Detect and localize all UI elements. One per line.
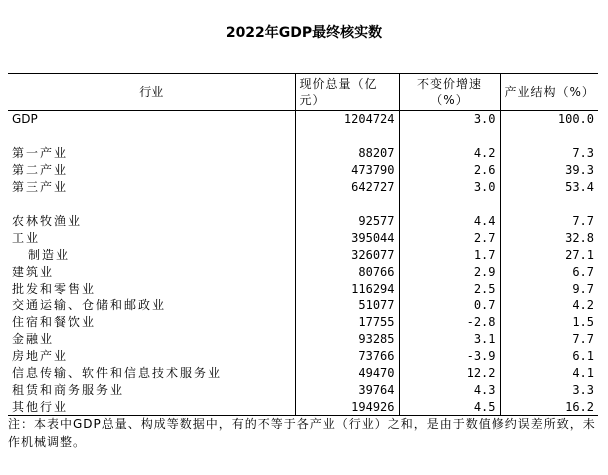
row-growth: 4.5: [399, 398, 500, 415]
row-value: 39764: [295, 381, 399, 398]
row-name: GDP: [12, 112, 38, 127]
table-row: [8, 229, 598, 246]
header-current-price: 现价总量（亿元）: [295, 74, 399, 111]
row-growth: 0.7: [399, 297, 500, 314]
row-value: 93285: [295, 331, 399, 348]
header-real-growth: 不变价增速（%）: [399, 74, 500, 111]
row-growth: 2.5: [399, 280, 500, 297]
table-row: [8, 213, 598, 230]
table-row: [8, 246, 598, 263]
row-share: 16.2: [500, 398, 598, 415]
table-row: [8, 398, 598, 415]
row-share: 7.3: [500, 145, 598, 162]
row-value: 88207: [295, 145, 399, 162]
row-value: 1204724: [295, 111, 399, 128]
row-growth: 3.0: [399, 179, 500, 196]
table-row: [8, 314, 598, 331]
row-value: 73766: [295, 348, 399, 365]
row-share: 3.3: [500, 381, 598, 398]
table-row: [8, 280, 598, 297]
table-title: 2022年GDP最终核实数: [225, 25, 383, 41]
row-growth: 2.9: [399, 263, 500, 280]
row-share: 9.7: [500, 280, 598, 297]
table-row: [8, 179, 598, 196]
row-growth: -3.9: [399, 348, 500, 365]
row-growth: 3.1: [399, 331, 500, 348]
table-row: [8, 263, 598, 280]
row-name: 建筑业: [12, 264, 55, 279]
row-name: 房地产业: [12, 349, 69, 364]
row-share: 6.1: [500, 348, 598, 365]
row-share: 39.3: [500, 162, 598, 179]
row-value: 326077: [295, 246, 399, 263]
row-name: 住宿和餐饮业: [12, 315, 97, 330]
row-share: 32.8: [500, 229, 598, 246]
table-row: [8, 297, 598, 314]
row-share: 7.7: [500, 331, 598, 348]
table-row: [8, 381, 598, 398]
table-row: [8, 365, 598, 382]
header-row: [8, 74, 598, 111]
table-row: [8, 145, 598, 162]
row-share: 4.2: [500, 297, 598, 314]
row-share: 100.0: [500, 111, 598, 128]
table-row: [8, 111, 598, 128]
row-growth: 4.4: [399, 213, 500, 230]
row-growth: 12.2: [399, 365, 500, 382]
row-value: 49470: [295, 365, 399, 382]
row-share: 1.5: [500, 314, 598, 331]
row-share: 27.1: [500, 246, 598, 263]
row-value: 642727: [295, 179, 399, 196]
table-footnote: 注：本表中GDP总量、构成等数据中，有的不等于各产业（行业）之和，是由于数值修约误差所致，未作机械调整。: [8, 417, 596, 449]
row-growth: 4.3: [399, 381, 500, 398]
row-growth: 2.6: [399, 162, 500, 179]
row-value: 395044: [295, 229, 399, 246]
row-name: 批发和零售业: [12, 281, 97, 296]
row-growth: 1.7: [399, 246, 500, 263]
row-name: 金融业: [12, 332, 55, 347]
row-name: 工业: [12, 230, 41, 245]
row-growth: 3.0: [399, 111, 500, 128]
spacer-row: [8, 128, 598, 145]
row-value: 80766: [295, 263, 399, 280]
row-share: 6.7: [500, 263, 598, 280]
row-value: 92577: [295, 213, 399, 230]
row-value: 51077: [295, 297, 399, 314]
row-share: 7.7: [500, 213, 598, 230]
row-name: 农林牧渔业: [12, 214, 83, 228]
gdp-table: [8, 73, 598, 416]
row-name: 租赁和商务服务业: [12, 382, 125, 397]
row-name: 第二产业: [12, 163, 69, 178]
row-name: 其他行业: [8, 398, 295, 415]
row-name: 第三产业: [12, 180, 69, 195]
row-growth: -2.8: [399, 314, 500, 331]
table-row: [8, 331, 598, 348]
table-row: [8, 348, 598, 365]
row-value: 116294: [295, 280, 399, 297]
row-name: 信息传输、软件和信息技术服务业: [12, 366, 223, 381]
header-structure: 产业结构（%）: [500, 74, 598, 111]
row-name: 交通运输、仓储和邮政业: [12, 298, 167, 313]
row-name: 第一产业: [12, 146, 69, 161]
header-sector: 行业: [8, 74, 295, 111]
spacer-row: [8, 196, 598, 213]
row-share: 4.1: [500, 365, 598, 382]
row-growth: 2.7: [399, 229, 500, 246]
row-value: 473790: [295, 162, 399, 179]
table-row: [8, 162, 598, 179]
row-growth: 4.2: [399, 145, 500, 162]
row-value: 17755: [295, 314, 399, 331]
row-name: 制造业: [28, 247, 71, 262]
row-value: 194926: [295, 398, 399, 415]
row-share: 53.4: [500, 179, 598, 196]
